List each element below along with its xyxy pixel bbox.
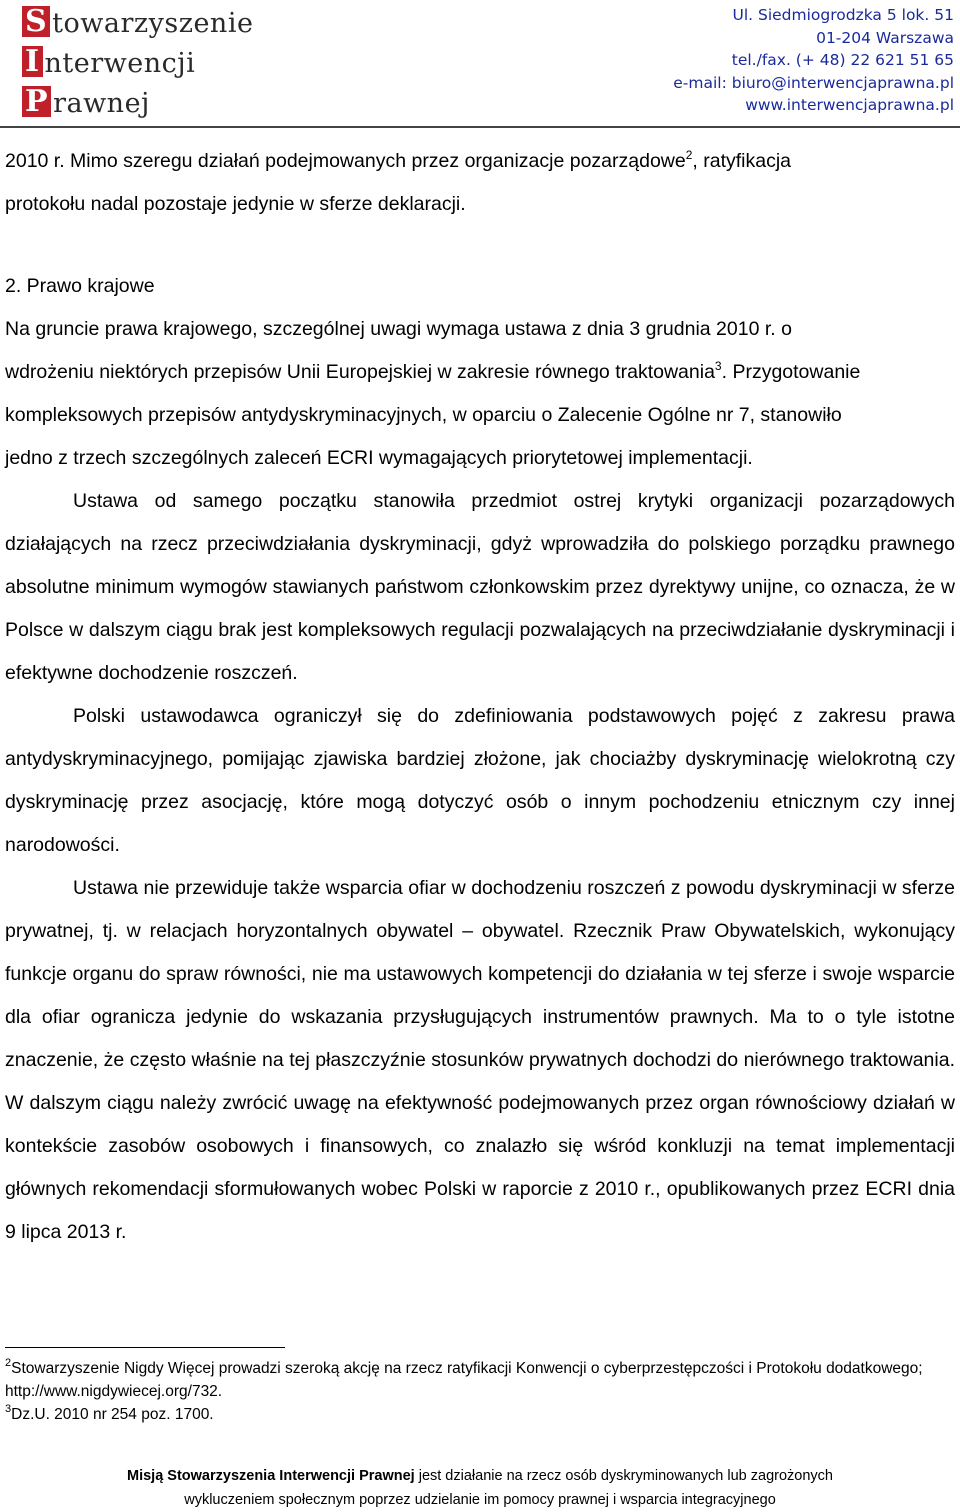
logo-line-2: I nterwencji — [22, 44, 282, 84]
contact-phone: tel./fax. (+ 48) 22 621 51 65 — [731, 51, 954, 69]
document-body — [5, 140, 955, 1254]
contact-email[interactable]: e-mail: biuro@interwencjaprawna.pl — [673, 73, 954, 92]
footnote-2: $^2$Stowarzyszenie Nigdy Więcej prowadzi szeroką akcję na rzecz ratyfikacji Konwencji o cyberprzestępczości i Protokołu dodatkowego; http://www.nigdywiecej.org/732. — [5, 1357, 923, 1400]
footnote-ref-2: 2 — [685, 148, 693, 162]
footnotes — [5, 1357, 955, 1426]
footer-line-2: wykluczeniem społecznym poprzez udzielanie im pomocy prawnej i wsparcia integracyjnego — [184, 1492, 776, 1508]
footer-line-1: Misją Stowarzyszenia Interwencji Prawnej jest działanie na rzecz osób dyskryminowanych lub zagrożonych — [127, 1468, 833, 1484]
contact-city: 01-204 Warszawa — [816, 28, 954, 47]
organization-logo — [22, 4, 282, 124]
contact-address: Ul. Siedmiogrodzka 5 lok. 51 — [732, 6, 954, 24]
paragraph-2-line-4: jedno z trzech szczególnych zaleceń ECRI wymagających priorytetowej implementacji. — [5, 447, 753, 469]
letterhead — [0, 0, 960, 130]
logo-line-3: P rawnej — [22, 84, 282, 124]
section-heading: 2. Prawo krajowe — [5, 275, 155, 297]
header-divider — [0, 126, 960, 128]
contact-block — [673, 4, 954, 117]
paragraph-1-line-2: protokołu nadal pozostaje jedynie w sferze deklaracji. — [5, 193, 466, 215]
logo-line-1: S towarzyszenie — [22, 4, 282, 44]
paragraph-5: Ustawa nie przewiduje także wsparcia ofiar w dochodzeniu roszczeń z powodu dyskryminacji w sferze prywatnej, tj. w relacjach horyzontalnych obywatel – obywatel. Rzecznik Praw Obywatelskich, wykonujący funkcje organu do spraw równości, nie ma ustawowych kompetencji do działania w tej sferze i swoje wsparcie dla ofiar ogranicza jedynie do wskazania przysługujących instrumentów prawnych. Ma to o tyle istotne znaczenie, że często właśnie na tej płaszczyźnie stosunków prywatnych dochodzi do nierównego traktowania. W dalszym ciągu należy zwrócić uwagę na efektywność podejmowanych przez organ równościowy działań w kontekście zasobów osobowych i finansowych, co znalazło się wśród konkluzji na temat implementacji głównych rekomendacji sformułowanych wobec Polski w raporcie z 2010 r., opublikowanych przez ECRI dnia 9 lipca 2013 r. — [5, 877, 955, 1243]
footnote-separator — [5, 1347, 285, 1348]
footnote-3: $^3$Dz.U. 2010 nr 254 poz. 1700. — [5, 1403, 214, 1423]
footnote-ref-3: 3 — [714, 359, 722, 373]
mission-footer — [0, 1464, 960, 1512]
paragraph-3: Ustawa od samego początku stanowiła przedmiot ostrej krytyki organizacji pozarządowych działających na rzecz przeciwdziałania dyskryminacji, gdyż wprowadziła do polskiego porządku prawnego absolutne minimum wymogów stawianych państwom członkowskim przez dyrektywy unijne, co oznacza, że w Polsce w dalszym ciągu brak jest kompleksowych regulacji pozwalających na przeciwdziałanie dyskryminacji i efektywne dochodzenie roszczeń. — [5, 490, 955, 684]
paragraph-2-line-2: wdrożeniu niektórych przepisów Unii Europejskiej w zakresie równego traktowania$^3$. Przygotowanie — [5, 359, 861, 383]
paragraph-1-line-1: 2010 r. Mimo szeregu działań podejmowanych przez organizacje pozarządowe$^2$, ratyfikacja — [5, 148, 792, 172]
paragraph-2-line-1: Na gruncie prawa krajowego, szczególnej uwagi wymaga ustawa z dnia 3 grudnia 2010 r. o — [5, 318, 792, 340]
contact-website[interactable]: www.interwencjaprawna.pl — [745, 96, 954, 114]
paragraph-4: Polski ustawodawca ograniczył się do zdefiniowania podstawowych pojęć z zakresu prawa antydyskryminacyjnego, pomijając zjawiska bardziej złożone, jak chociażby dyskryminację wielokrotną czy dyskryminację przez asocjację, które mogą dotyczyć osób o innym pochodzeniu etnicznym czy innej narodowości. — [5, 705, 955, 856]
paragraph-2-line-3: kompleksowych przepisów antydyskryminacyjnych, w oparciu o Zalecenie Ogólne nr 7, stanowiło — [5, 404, 842, 426]
